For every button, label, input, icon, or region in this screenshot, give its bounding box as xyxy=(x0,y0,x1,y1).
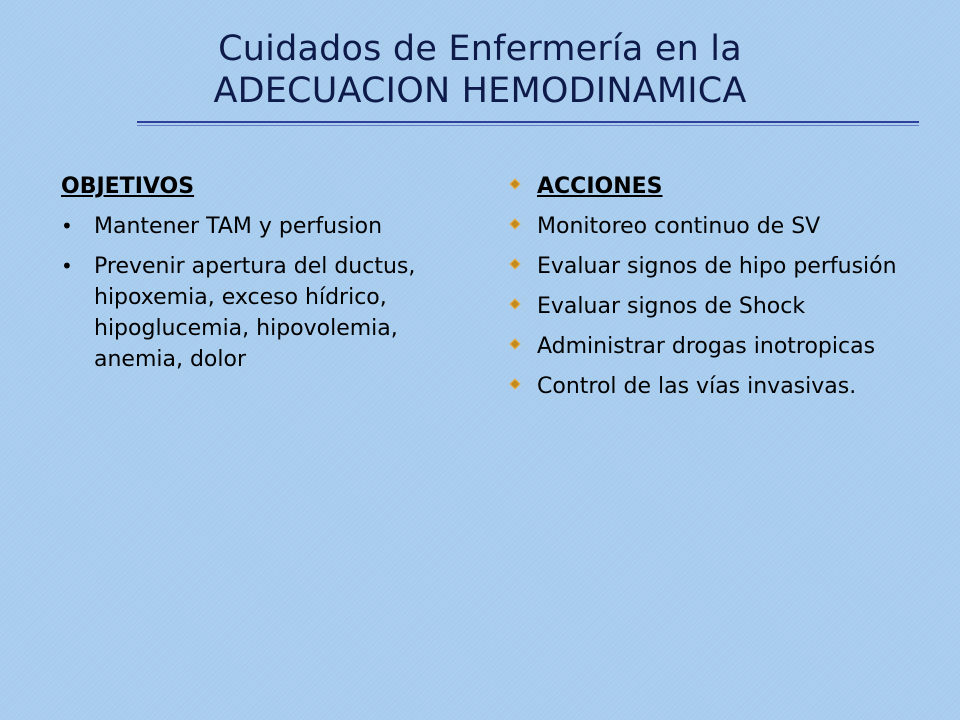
slide-title-line2: ADECUACION HEMODINAMICA xyxy=(213,71,747,111)
acciones-item-text: Administrar drogas inotropicas xyxy=(537,334,876,359)
objetivos-item xyxy=(61,251,461,375)
diamond-bullet-icon xyxy=(509,298,520,309)
acciones-list xyxy=(510,211,930,402)
diamond-bullet-icon xyxy=(509,178,520,189)
diamond-bullet-icon xyxy=(509,338,520,349)
slide-title xyxy=(0,28,960,112)
acciones-item xyxy=(510,211,930,242)
title-divider xyxy=(137,121,919,123)
acciones-item-text: Evaluar signos de Shock xyxy=(537,294,806,319)
title-divider-secondary xyxy=(137,125,919,126)
acciones-item xyxy=(510,331,930,362)
acciones-item xyxy=(510,251,930,282)
objetivos-column xyxy=(61,171,461,375)
acciones-heading: ACCIONES xyxy=(537,174,663,199)
diamond-bullet-icon xyxy=(509,378,520,389)
acciones-heading-row xyxy=(510,171,930,202)
slide-title-line1: Cuidados de Enfermería en la xyxy=(218,29,742,69)
objetivos-list xyxy=(61,211,461,375)
acciones-column xyxy=(510,171,930,402)
acciones-item-text: Monitoreo continuo de SV xyxy=(537,214,821,239)
bullet-dot-icon: • xyxy=(61,214,73,238)
objetivos-item-text: Prevenir apertura del ductus, hipoxemia, exceso hídrico, hipoglucemia, hipovolemia, anemia, dolor xyxy=(94,254,416,372)
objetivos-item xyxy=(61,211,461,242)
objetivos-heading: OBJETIVOS xyxy=(61,174,195,199)
acciones-item-text: Control de las vías invasivas. xyxy=(537,374,857,399)
diamond-bullet-icon xyxy=(509,218,520,229)
bullet-dot-icon: • xyxy=(61,254,73,278)
acciones-item xyxy=(510,371,930,402)
acciones-item-text: Evaluar signos de hipo perfusión xyxy=(537,254,897,279)
diamond-bullet-icon xyxy=(509,258,520,269)
acciones-item xyxy=(510,291,930,322)
objetivos-item-text: Mantener TAM y perfusion xyxy=(94,214,383,239)
